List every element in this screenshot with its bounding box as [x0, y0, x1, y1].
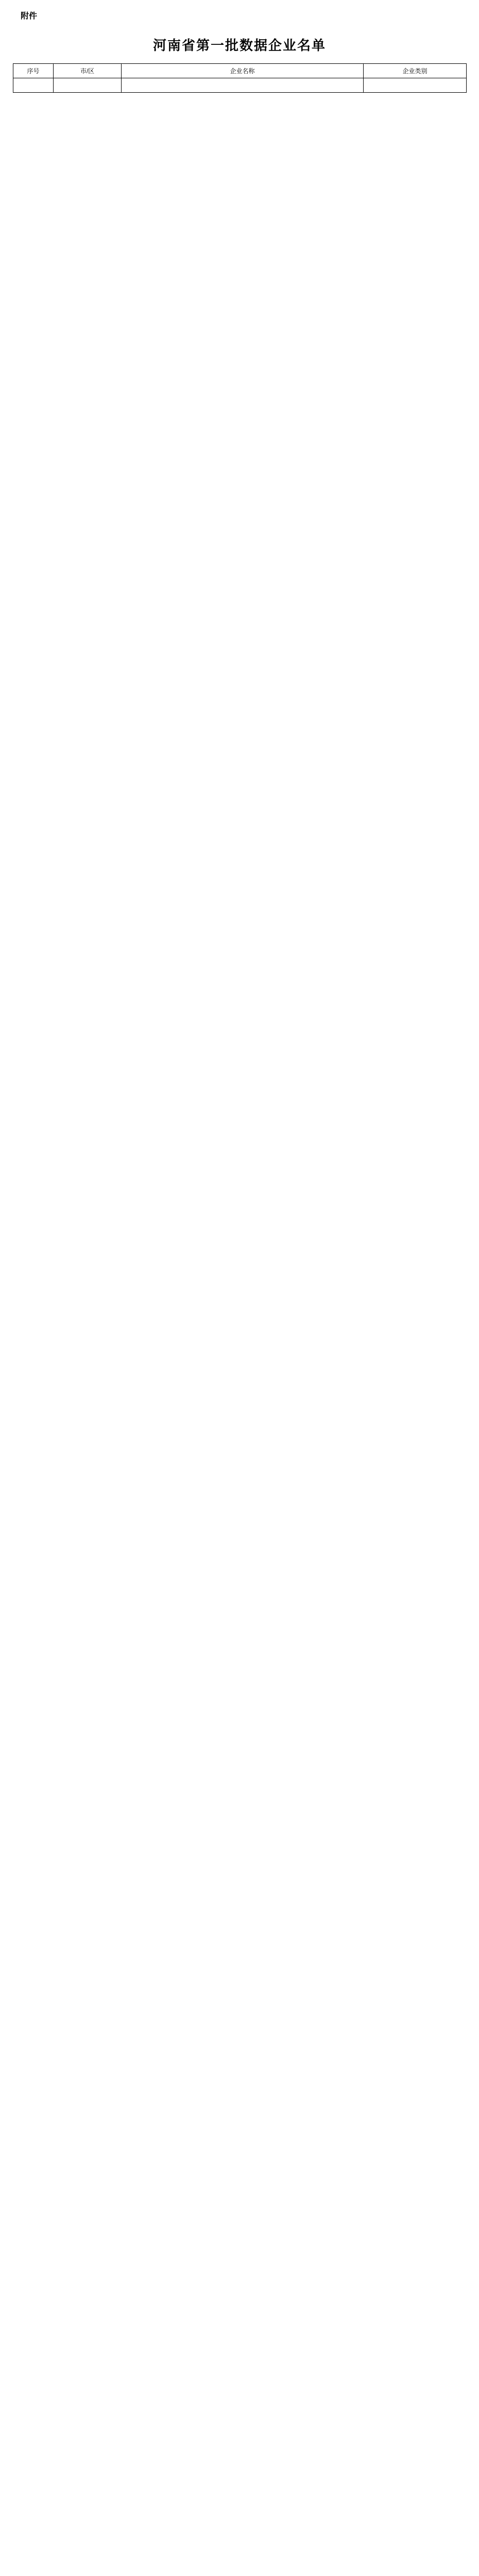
attachment-label: 附件 [21, 12, 38, 21]
row-index [13, 78, 54, 93]
header-company: 企业名称 [122, 64, 364, 78]
header-index: 序号 [13, 64, 54, 78]
document-title: 河南省第一批数据企业名单 [152, 38, 326, 53]
header-city: 市/区 [54, 64, 122, 78]
table-header-row [13, 64, 467, 78]
table-row [13, 78, 467, 93]
row-company [122, 78, 364, 93]
row-category [364, 78, 467, 93]
row-city [54, 78, 122, 93]
enterprise-table [13, 63, 467, 93]
header-category: 企业类别 [364, 64, 467, 78]
table-body [13, 78, 467, 93]
table-header [13, 64, 467, 78]
enterprise-table-container [13, 63, 466, 93]
